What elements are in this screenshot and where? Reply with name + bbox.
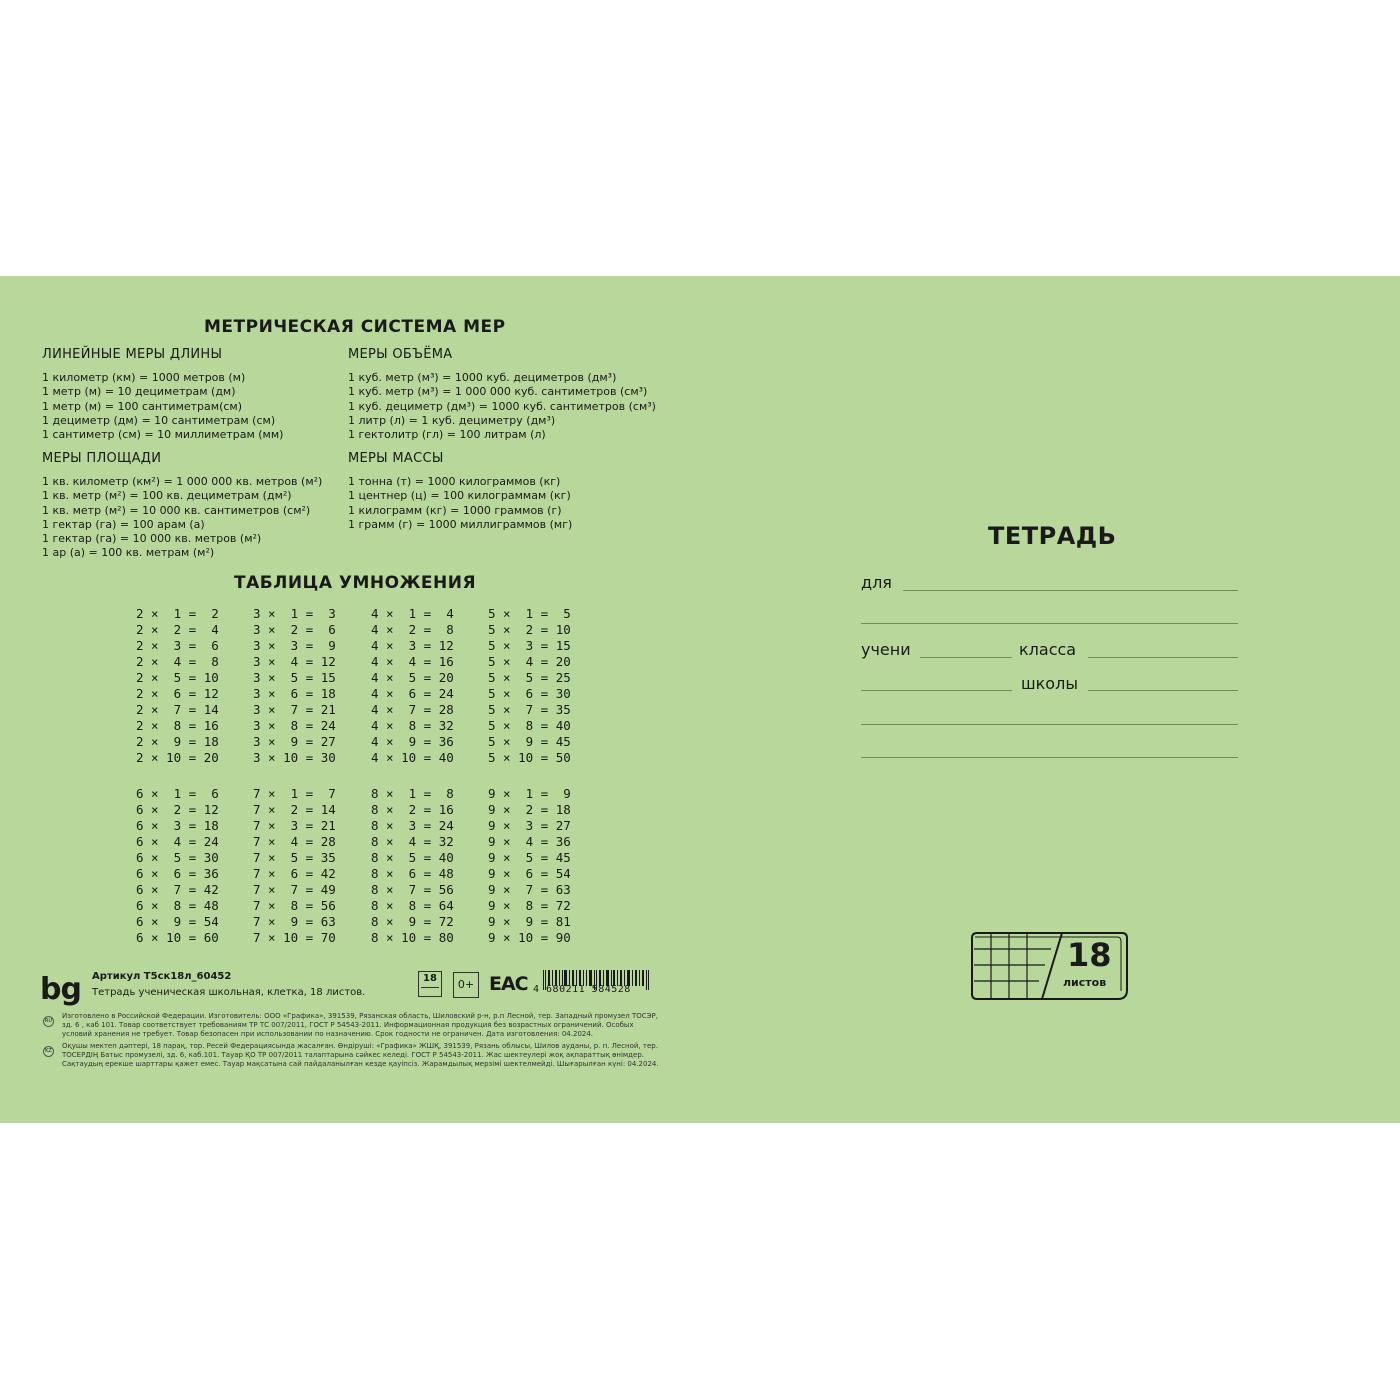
area-title: МЕРЫ ПЛОЩАДИ	[42, 451, 162, 466]
multiplication-row: 9 × 7 = 63	[488, 882, 571, 897]
multiplication-row: 9 × 8 = 72	[488, 898, 571, 913]
multiplication-row: 8 × 6 = 48	[371, 866, 454, 881]
multiplication-row: 9 × 5 = 45	[488, 850, 571, 865]
sheets-count: 18	[1067, 936, 1112, 974]
multiplication-row: 7 × 5 = 35	[253, 850, 336, 865]
article-number: Артикул Т5ск18л_60452	[92, 971, 232, 982]
list-item: 1 куб. метр (м³) = 1 000 000 куб. сантиметров (см³)	[348, 385, 648, 399]
multiplication-row: 9 × 2 = 18	[488, 802, 571, 817]
legal-text-kz: Оқушы мектеп дәптері, 18 парақ, тор. Ресей Федерациясында жасалған. Өндіруші: «Графика» ЖШҚ, 391539, Рязань облысы, Шилов ауданы, р. п. Лесной, тер. ТОСЕРДІҢ Батыс промузелі, зд. 6, каб.101. Тауар ҚО ТР 007/2011 талаптарына сәйкес келеді. ГОСТ Р 54543-2011. Жас шектеулері жоқ ақпараттық өнімдер. Сақтаудың ерекше шарттары қажет емес. Тауар мақсатына сай пайдаланылған кезде қауіпсіз. Жарамдылық мерзімі шектелмейді. Шығарылған күні: 04.2024.	[62, 1042, 659, 1068]
multiplication-column-9	[488, 786, 571, 946]
list-item: 1 ар (а) = 100 кв. метрам (м²)	[42, 546, 215, 560]
multiplication-row: 8 × 7 = 56	[371, 882, 454, 897]
multiplication-row: 7 × 10 = 70	[253, 930, 336, 945]
multiplication-row: 6 × 9 = 54	[136, 914, 219, 929]
multiplication-row: 4 × 10 = 40	[371, 750, 454, 765]
line-name-2	[861, 757, 1238, 758]
multiplication-row: 9 × 6 = 54	[488, 866, 571, 881]
multiplication-row: 3 × 2 = 6	[253, 622, 336, 637]
multiplication-column-7	[253, 786, 336, 946]
multiplication-row: 6 × 4 = 24	[136, 834, 219, 849]
multiplication-row: 2 × 10 = 20	[136, 750, 219, 765]
multiplication-row: 7 × 4 = 28	[253, 834, 336, 849]
multiplication-row: 6 × 10 = 60	[136, 930, 219, 945]
multiplication-row: 8 × 8 = 64	[371, 898, 454, 913]
multiplication-row: 9 × 1 = 9	[488, 786, 571, 801]
product-description: Тетрадь ученическая школьная, клетка, 18 листов.	[92, 987, 366, 998]
notebook-cover	[0, 276, 1400, 1123]
line-school	[1088, 690, 1238, 691]
multiplication-row: 2 × 5 = 10	[136, 670, 219, 685]
area-list	[42, 475, 322, 561]
multiplication-row: 6 × 7 = 42	[136, 882, 219, 897]
list-item: 1 гектар (га) = 100 арам (а)	[42, 517, 205, 531]
metric-title: МЕТРИЧЕСКАЯ СИСТЕМА МЕР	[204, 317, 506, 337]
length-title: ЛИНЕЙНЫЕ МЕРЫ ДЛИНЫ	[42, 347, 223, 362]
list-item: 1 кв. метр (м²) = 100 кв. дециметрам (дм²)	[42, 489, 292, 503]
multiplication-row: 3 × 6 = 18	[253, 686, 336, 701]
multiplication-row: 4 × 4 = 16	[371, 654, 454, 669]
list-item: 1 дециметр (дм) = 10 сантиметрам (см)	[42, 413, 276, 427]
multiplication-row: 2 × 3 = 6	[136, 638, 219, 653]
label-for: для	[861, 573, 892, 592]
list-item: 1 центнер (ц) = 100 килограммам (кг)	[348, 489, 571, 503]
multiplication-row: 5 × 4 = 20	[488, 654, 571, 669]
grid-sheets-icon	[418, 971, 442, 997]
list-item: 1 кв. километр (км²) = 1 000 000 кв. метров (м²)	[42, 475, 323, 488]
multiplication-row: 5 × 9 = 45	[488, 734, 571, 749]
ru-flag-badge: RU	[43, 1016, 54, 1027]
multiplication-row: 2 × 1 = 2	[136, 606, 219, 621]
multiplication-row: 3 × 3 = 9	[253, 638, 336, 653]
multiplication-row: 3 × 5 = 15	[253, 670, 336, 685]
list-item: 1 гектолитр (гл) = 100 литрам (л)	[348, 428, 546, 442]
multiplication-row: 2 × 8 = 16	[136, 718, 219, 733]
multiplication-row: 7 × 2 = 14	[253, 802, 336, 817]
multiplication-row: 8 × 5 = 40	[371, 850, 454, 865]
multiplication-column-6	[136, 786, 219, 946]
multiplication-row: 4 × 3 = 12	[371, 638, 454, 653]
multiplication-row: 2 × 9 = 18	[136, 734, 219, 749]
multiplication-row: 4 × 5 = 20	[371, 670, 454, 685]
multiplication-row: 6 × 2 = 12	[136, 802, 219, 817]
kz-flag-badge: KZ	[43, 1046, 54, 1057]
multiplication-row: 3 × 7 = 21	[253, 702, 336, 717]
multiplication-row: 7 × 3 = 21	[253, 818, 336, 833]
multiplication-row: 2 × 6 = 12	[136, 686, 219, 701]
line-for-2	[861, 623, 1238, 624]
list-item: 1 килограмм (кг) = 1000 граммов (г)	[348, 503, 562, 517]
list-item: 1 кв. метр (м²) = 10 000 кв. сантиметров (см²)	[42, 503, 311, 517]
multiplication-column-4	[371, 606, 454, 766]
multiplication-row: 3 × 8 = 24	[253, 718, 336, 733]
multiplication-row: 7 × 9 = 63	[253, 914, 336, 929]
multiplication-row: 5 × 2 = 10	[488, 622, 571, 637]
list-item: 1 сантиметр (см) = 10 миллиметрам (мм)	[42, 428, 284, 442]
multiplication-row: 2 × 4 = 8	[136, 654, 219, 669]
sheets-badge	[971, 932, 1128, 1000]
multiplication-row: 6 × 3 = 18	[136, 818, 219, 833]
multiplication-row: 4 × 6 = 24	[371, 686, 454, 701]
multiplication-column-5	[488, 606, 571, 766]
multiplication-row: 2 × 2 = 4	[136, 622, 219, 637]
multiplication-row: 5 × 3 = 15	[488, 638, 571, 653]
line-student	[920, 657, 1012, 658]
length-list	[42, 371, 283, 442]
grid-sheets-count: 18	[423, 973, 437, 984]
list-item: 1 куб. метр (м³) = 1000 куб. дециметров (дм³)	[348, 371, 617, 384]
list-item: 1 литр (л) = 1 куб. дециметру (дм³)	[348, 413, 556, 427]
multiplication-row: 8 × 3 = 24	[371, 818, 454, 833]
line-name-1	[861, 724, 1238, 725]
mass-title: МЕРЫ МАССЫ	[348, 451, 444, 466]
list-item: 1 метр (м) = 10 дециметрам (дм)	[42, 385, 236, 399]
multiplication-row: 3 × 10 = 30	[253, 750, 336, 765]
list-item: 1 куб. дециметр (дм³) = 1000 куб. сантиметров (см³)	[348, 399, 656, 413]
multiplication-row: 6 × 1 = 6	[136, 786, 219, 801]
legal-text-ru: Изготовлено в Российской Федерации. Изготовитель: ООО «Графика», 391539, Рязанская область, Шиловский р-н, р.п Лесной, тер. Западный промузел ТОСЭР, зд. 6 , каб 101. Товар соответствует требованиям ТР ТС 007/2011, ГОСТ Р 54543-2011. Информационная продукция без возрастных ограничений. Особых условий хранения не требует. Товар безопасен при использовании по назначению. Срок годности не ограничен. Дата изготовления: 04.2024.	[62, 1012, 658, 1038]
multiplication-row: 8 × 2 = 16	[371, 802, 454, 817]
multiplication-row: 8 × 1 = 8	[371, 786, 454, 801]
multiplication-row: 6 × 6 = 36	[136, 866, 219, 881]
multiplication-column-2	[136, 606, 219, 766]
list-item: 1 тонна (т) = 1000 килограммов (кг)	[348, 475, 561, 488]
eac-mark: EAC	[489, 973, 528, 995]
multiplication-row: 5 × 7 = 35	[488, 702, 571, 717]
label-student: учени	[861, 640, 911, 659]
multiplication-row: 9 × 10 = 90	[488, 930, 571, 945]
multiplication-row: 7 × 1 = 7	[253, 786, 336, 801]
multiplication-row: 8 × 4 = 32	[371, 834, 454, 849]
multiplication-row: 9 × 3 = 27	[488, 818, 571, 833]
multiplication-row: 4 × 1 = 4	[371, 606, 454, 621]
multiplication-row: 7 × 7 = 49	[253, 882, 336, 897]
list-item: 1 километр (км) = 1000 метров (м)	[42, 371, 246, 384]
multiplication-column-8	[371, 786, 454, 946]
multiplication-row: 3 × 4 = 12	[253, 654, 336, 669]
multiplication-row: 5 × 8 = 40	[488, 718, 571, 733]
multiplication-row: 3 × 9 = 27	[253, 734, 336, 749]
list-item: 1 грамм (г) = 1000 миллиграммов (мг)	[348, 517, 573, 531]
multiplication-row: 4 × 8 = 32	[371, 718, 454, 733]
age-mark: 0+	[453, 972, 479, 998]
multiplication-row: 4 × 2 = 8	[371, 622, 454, 637]
multiplication-row: 5 × 6 = 30	[488, 686, 571, 701]
multiplication-row: 8 × 9 = 72	[371, 914, 454, 929]
list-item: 1 метр (м) = 100 сантиметрам(см)	[42, 399, 242, 413]
brand-logo: bg	[40, 972, 81, 1007]
label-school: школы	[1021, 674, 1078, 693]
multiplication-row: 6 × 8 = 48	[136, 898, 219, 913]
volume-list	[348, 371, 656, 442]
barcode-digits: 4 680211 584528	[533, 984, 631, 995]
multiplication-row: 9 × 4 = 36	[488, 834, 571, 849]
mass-list	[348, 475, 572, 532]
multiplication-row: 3 × 1 = 3	[253, 606, 336, 621]
line-for	[903, 590, 1238, 591]
line-school-prefix	[861, 690, 1012, 691]
barcode	[533, 970, 657, 998]
multiplication-row: 7 × 6 = 42	[253, 866, 336, 881]
list-item: 1 гектар (га) = 10 000 кв. метров (м²)	[42, 532, 262, 546]
cover-title: ТЕТРАДЬ	[988, 522, 1117, 550]
multiplication-column-3	[253, 606, 336, 766]
line-class	[1088, 657, 1238, 658]
multiplication-row: 7 × 8 = 56	[253, 898, 336, 913]
volume-title: МЕРЫ ОБЪЁМА	[348, 347, 453, 362]
multiplication-title: ТАБЛИЦА УМНОЖЕНИЯ	[234, 573, 477, 593]
multiplication-row: 5 × 10 = 50	[488, 750, 571, 765]
sheets-word: листов	[1063, 976, 1107, 989]
label-class: класса	[1019, 640, 1077, 659]
multiplication-row: 2 × 7 = 14	[136, 702, 219, 717]
multiplication-row: 6 × 5 = 30	[136, 850, 219, 865]
multiplication-row: 4 × 9 = 36	[371, 734, 454, 749]
multiplication-row: 9 × 9 = 81	[488, 914, 571, 929]
multiplication-row: 5 × 5 = 25	[488, 670, 571, 685]
multiplication-row: 8 × 10 = 80	[371, 930, 454, 945]
multiplication-row: 5 × 1 = 5	[488, 606, 571, 621]
multiplication-row: 4 × 7 = 28	[371, 702, 454, 717]
